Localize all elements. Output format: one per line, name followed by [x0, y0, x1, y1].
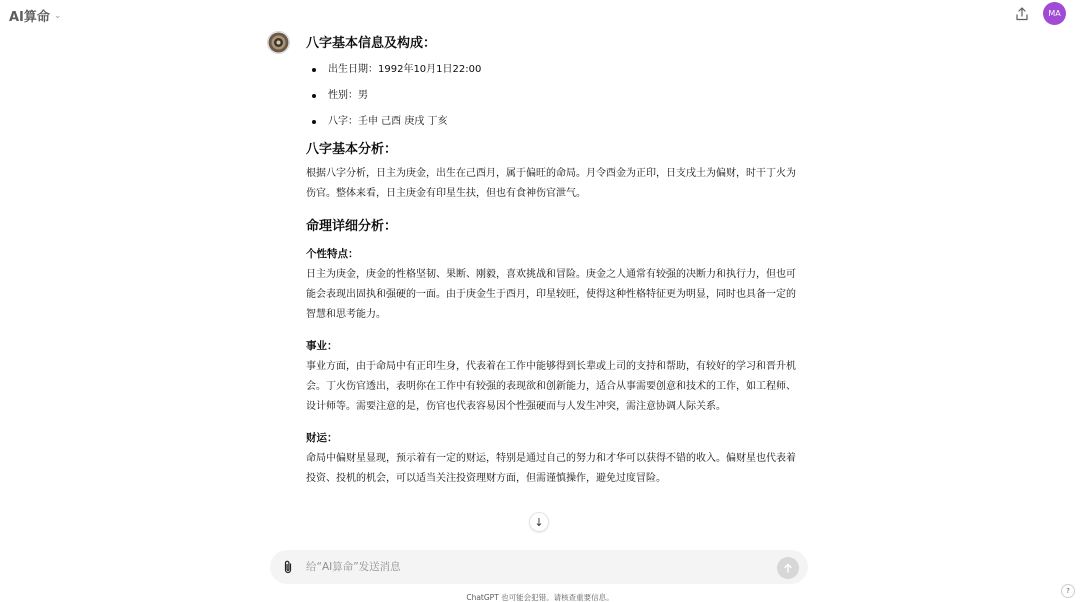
subheading-wealth: 财运：: [306, 432, 338, 444]
arrow-up-icon: [783, 563, 793, 573]
user-avatar[interactable]: MA: [1043, 2, 1066, 25]
assistant-message: [306, 34, 804, 489]
paragraph-personality: 日主为庚金，庚金的性格坚韧、果断、刚毅，喜欢挑战和冒险。庚金之人通常有较强的决断力和执行力，但也可能会表现出固执和强硬的一面。由于庚金生于酉月，印星较旺，使得这种性格特征更为明显，同时也具备一定的智慧和思考能力。: [306, 269, 796, 320]
share-icon: [1015, 7, 1029, 21]
info-list: [306, 62, 804, 130]
paperclip-icon: [282, 560, 294, 574]
subheading-career: 事业：: [306, 340, 338, 352]
list-item: 八字：壬申 己酉 庚戌 丁亥: [306, 114, 804, 130]
list-item: 出生日期：1992年10月1日22:00: [306, 62, 804, 78]
model-selector[interactable]: [9, 6, 61, 25]
section-heading-detail-analysis: 命理详细分析：: [306, 219, 398, 234]
paragraph-wealth: 命局中偏财星显现，预示着有一定的财运，特别是通过自己的努力和才华可以获得不错的收入。偏财星也代表着投资、投机的机会，可以适当关注投资理财方面，但需谨慎操作，避免过度冒险。: [306, 453, 796, 484]
assistant-avatar: [267, 31, 290, 54]
paragraph-basic-analysis: 根据八字分析，日主为庚金，出生在己酉月，属于偏旺的命局。月令酉金为正印，日支戌土为偏财，时干丁火为伤官。整体来看，日主庚金有印星生扶，但也有食神伤官泄气。: [306, 168, 796, 199]
paragraph-career: 事业方面，由于命局中有正印生身，代表着在工作中能够得到长辈或上司的支持和帮助，有较好的学习和晋升机会。丁火伤官透出，表明你在工作中有较强的表现欲和创新能力，适合从事需要创意和技术的工作，如工程师、设计师等。需要注意的是，伤官也代表容易因个性强硬而与人发生冲突，需注意协调人际关系。: [306, 361, 796, 412]
scroll-to-bottom-button[interactable]: [529, 512, 549, 532]
list-item: 性别：男: [306, 88, 804, 104]
subheading-personality: 个性特点：: [306, 248, 359, 260]
help-button[interactable]: ?: [1061, 584, 1075, 598]
fortune-bagua-icon: [268, 32, 289, 53]
attach-button[interactable]: [278, 557, 298, 577]
send-button[interactable]: [777, 557, 799, 579]
message-input[interactable]: [306, 558, 766, 576]
section-heading-basic-analysis: 八字基本分析：: [306, 142, 398, 157]
arrow-down-icon: ↓: [534, 515, 544, 529]
share-button[interactable]: [1012, 4, 1032, 24]
chevron-down-icon: ⌄: [53, 10, 62, 21]
section-heading-basic-info: 八字基本信息及构成：: [306, 36, 437, 51]
message-composer: [270, 550, 808, 584]
app-title: AI算命: [9, 10, 50, 25]
top-bar: [0, 0, 1080, 30]
disclaimer-text: ChatGPT 也可能会犯错。请核查重要信息。: [466, 593, 614, 602]
